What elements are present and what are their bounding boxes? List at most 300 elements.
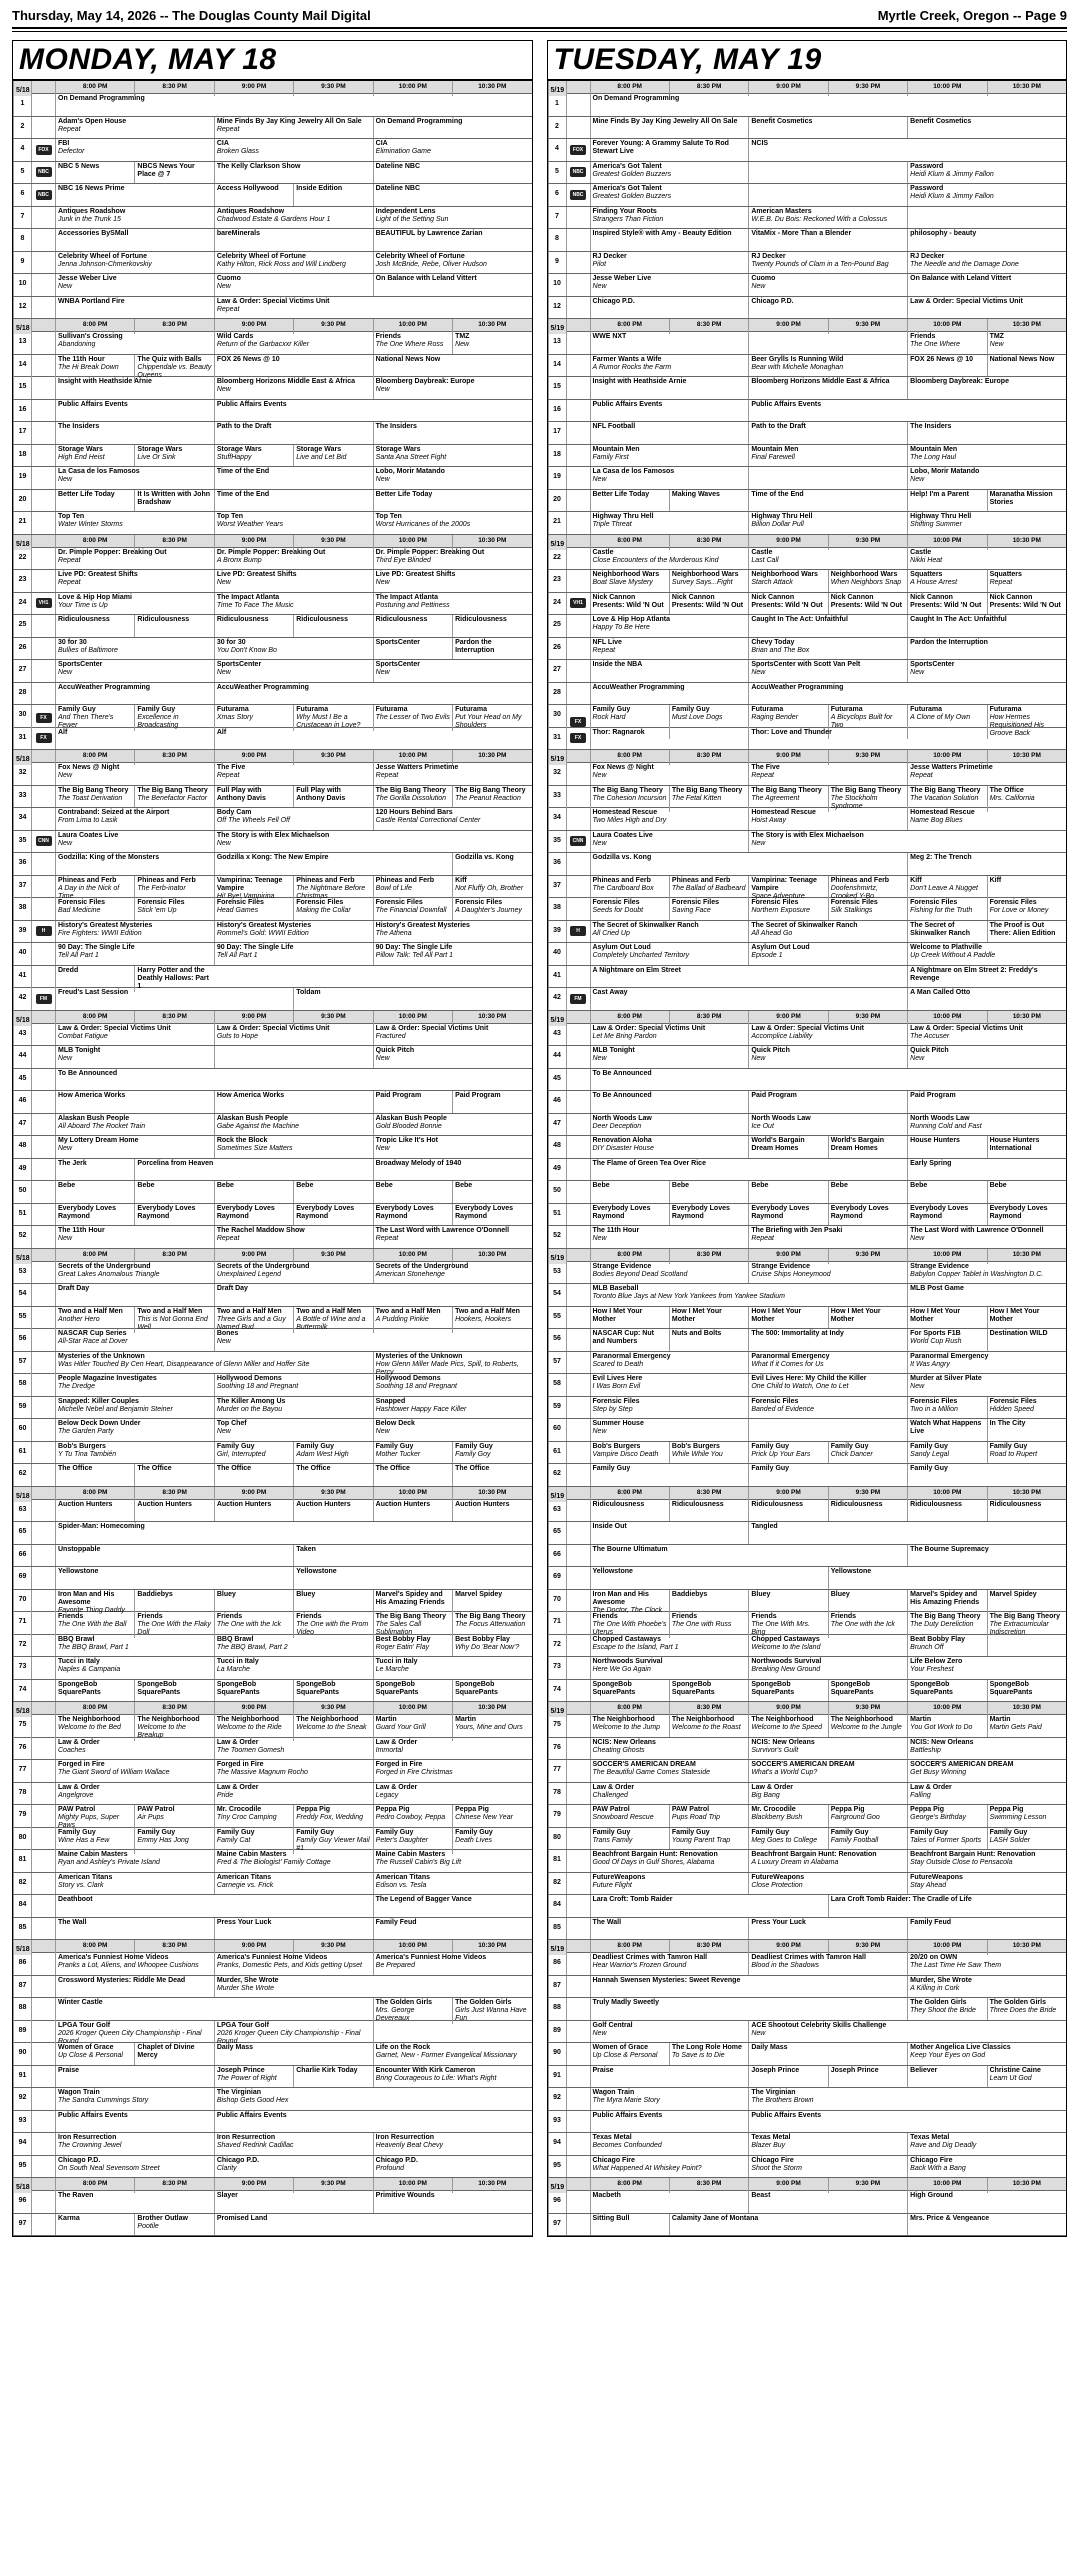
program-cell[interactable]	[55, 683, 214, 705]
program-cell[interactable]	[828, 1500, 907, 1522]
program-cell[interactable]	[748, 422, 907, 444]
program-cell[interactable]	[907, 355, 986, 377]
program-cell[interactable]	[55, 1953, 214, 1975]
program-cell[interactable]	[214, 570, 373, 592]
program-cell[interactable]	[907, 1976, 1066, 1998]
program-cell[interactable]	[987, 1442, 1066, 1464]
program-cell[interactable]	[907, 1284, 1066, 1306]
program-cell[interactable]	[748, 490, 907, 512]
program-cell[interactable]	[987, 1136, 1066, 1158]
program-cell[interactable]	[828, 1442, 907, 1464]
program-cell[interactable]	[748, 1136, 827, 1158]
program-cell[interactable]	[214, 274, 373, 296]
program-cell[interactable]	[590, 2043, 669, 2065]
program-cell[interactable]	[748, 593, 827, 615]
program-cell[interactable]	[293, 1181, 372, 1203]
program-cell[interactable]	[590, 1873, 749, 1895]
program-cell[interactable]	[669, 1181, 748, 1203]
program-cell[interactable]	[907, 1500, 986, 1522]
program-cell[interactable]	[907, 1204, 986, 1226]
program-cell[interactable]	[55, 1545, 293, 1567]
program-cell[interactable]	[214, 1397, 373, 1419]
program-cell[interactable]	[55, 1262, 214, 1284]
program-cell[interactable]	[748, 512, 907, 534]
program-cell[interactable]	[748, 660, 907, 682]
program-cell[interactable]	[214, 786, 293, 808]
program-cell[interactable]	[590, 139, 749, 161]
program-cell[interactable]	[55, 274, 214, 296]
program-cell[interactable]	[748, 1760, 907, 1782]
program-cell[interactable]	[452, 1464, 531, 1486]
program-cell[interactable]	[828, 1567, 1066, 1589]
program-cell[interactable]	[907, 763, 1066, 785]
program-cell[interactable]	[452, 898, 531, 920]
program-cell[interactable]	[907, 1680, 986, 1702]
program-cell[interactable]	[987, 490, 1066, 512]
program-cell[interactable]	[373, 207, 532, 229]
program-cell[interactable]	[590, 207, 749, 229]
program-cell[interactable]	[828, 898, 907, 920]
program-cell[interactable]	[907, 1738, 1066, 1760]
program-cell[interactable]	[452, 1442, 531, 1464]
program-cell[interactable]	[590, 1284, 908, 1306]
program-cell[interactable]	[590, 988, 908, 1010]
program-cell[interactable]	[907, 1397, 986, 1419]
program-cell[interactable]	[590, 1226, 749, 1248]
program-cell[interactable]	[214, 1760, 373, 1782]
program-cell[interactable]	[748, 445, 907, 467]
program-cell[interactable]	[748, 1850, 907, 1872]
program-cell[interactable]	[134, 1680, 213, 1702]
program-cell[interactable]	[590, 1374, 749, 1396]
program-cell[interactable]	[590, 638, 749, 660]
program-cell[interactable]	[55, 1760, 214, 1782]
program-cell[interactable]	[55, 2088, 214, 2110]
program-cell[interactable]	[293, 445, 372, 467]
program-cell[interactable]	[748, 207, 907, 229]
program-cell[interactable]	[214, 1136, 373, 1158]
program-cell[interactable]	[907, 1159, 1066, 1181]
program-cell[interactable]	[55, 1567, 293, 1589]
program-cell[interactable]	[748, 763, 907, 785]
program-cell[interactable]	[907, 1046, 1066, 1068]
program-cell[interactable]	[748, 1873, 907, 1895]
program-cell[interactable]	[293, 988, 531, 1010]
program-cell[interactable]	[590, 422, 749, 444]
program-cell[interactable]	[214, 467, 373, 489]
program-cell[interactable]	[748, 1307, 827, 1329]
program-cell[interactable]	[293, 1567, 531, 1589]
program-cell[interactable]	[748, 1500, 827, 1522]
program-cell[interactable]	[748, 1738, 907, 1760]
program-cell[interactable]	[590, 1329, 669, 1351]
program-cell[interactable]	[55, 207, 214, 229]
program-cell[interactable]	[907, 490, 986, 512]
program-cell[interactable]	[590, 1783, 749, 1805]
program-cell[interactable]	[907, 570, 986, 592]
program-cell[interactable]	[452, 1181, 531, 1203]
program-cell[interactable]	[748, 1918, 907, 1940]
program-cell[interactable]	[373, 467, 532, 489]
program-cell[interactable]	[987, 1828, 1066, 1850]
program-cell[interactable]	[55, 1046, 214, 1068]
program-cell[interactable]	[214, 1024, 373, 1046]
program-cell[interactable]	[373, 1226, 532, 1248]
program-cell[interactable]	[748, 467, 907, 489]
program-cell[interactable]	[590, 1352, 749, 1374]
program-cell[interactable]	[748, 274, 907, 296]
program-cell[interactable]	[590, 615, 749, 637]
program-cell[interactable]	[55, 512, 214, 534]
program-cell[interactable]	[907, 1805, 986, 1827]
program-cell[interactable]	[214, 1091, 373, 1113]
program-cell[interactable]	[748, 615, 907, 637]
program-cell[interactable]	[55, 332, 214, 354]
program-cell[interactable]	[590, 297, 749, 319]
program-cell[interactable]	[907, 593, 986, 615]
program-cell[interactable]	[907, 1657, 1066, 1679]
program-cell[interactable]	[748, 297, 907, 319]
program-cell[interactable]	[828, 2066, 907, 2088]
program-cell[interactable]	[748, 1374, 907, 1396]
program-cell[interactable]	[669, 1442, 748, 1464]
program-cell[interactable]	[828, 1895, 1066, 1917]
program-cell[interactable]	[590, 252, 749, 274]
program-cell[interactable]	[293, 1500, 372, 1522]
program-cell[interactable]	[214, 1442, 293, 1464]
program-cell[interactable]	[907, 1136, 986, 1158]
program-cell[interactable]	[134, 615, 213, 637]
program-cell[interactable]	[907, 512, 1066, 534]
program-cell[interactable]	[748, 1953, 907, 1975]
program-cell[interactable]	[55, 1397, 214, 1419]
program-cell[interactable]	[373, 1181, 452, 1203]
program-cell[interactable]	[55, 1500, 134, 1522]
program-cell[interactable]	[55, 921, 214, 943]
program-cell[interactable]	[590, 445, 749, 467]
program-cell[interactable]	[293, 1545, 531, 1567]
program-cell[interactable]	[828, 1805, 907, 1827]
program-cell[interactable]	[748, 1657, 907, 1679]
program-cell[interactable]	[452, 1635, 531, 1657]
program-cell[interactable]	[373, 117, 532, 139]
program-cell[interactable]	[907, 445, 1066, 467]
program-cell[interactable]	[214, 184, 293, 206]
program-cell[interactable]	[590, 1998, 908, 2020]
program-cell[interactable]	[907, 1307, 986, 1329]
program-cell[interactable]	[373, 898, 452, 920]
program-cell[interactable]	[55, 570, 214, 592]
program-cell[interactable]	[590, 1918, 749, 1940]
program-cell[interactable]	[987, 2066, 1066, 2088]
program-cell[interactable]	[748, 2066, 827, 2088]
program-cell[interactable]	[590, 1069, 1066, 1091]
program-cell[interactable]	[907, 966, 1066, 988]
program-cell[interactable]	[373, 615, 452, 637]
program-cell[interactable]	[987, 1329, 1066, 1351]
program-cell[interactable]	[907, 467, 1066, 489]
program-cell[interactable]	[907, 332, 986, 354]
program-cell[interactable]	[373, 1657, 532, 1679]
program-cell[interactable]	[590, 2111, 749, 2133]
program-cell[interactable]	[590, 1545, 908, 1567]
program-cell[interactable]	[907, 1024, 1066, 1046]
program-cell[interactable]	[452, 638, 531, 660]
program-cell[interactable]	[590, 355, 749, 377]
program-cell[interactable]	[373, 229, 532, 251]
program-cell[interactable]	[907, 1953, 1066, 1975]
program-cell[interactable]	[373, 252, 532, 274]
program-cell[interactable]	[373, 1953, 532, 1975]
program-cell[interactable]	[373, 1136, 532, 1158]
program-cell[interactable]	[669, 1715, 748, 1737]
program-cell[interactable]	[55, 2214, 134, 2236]
program-cell[interactable]	[907, 1828, 986, 1850]
program-cell[interactable]	[373, 1374, 532, 1396]
program-cell[interactable]	[55, 1159, 134, 1181]
program-cell[interactable]	[987, 1419, 1066, 1441]
program-cell[interactable]	[214, 422, 373, 444]
program-cell[interactable]	[214, 1500, 293, 1522]
program-cell[interactable]	[748, 1046, 907, 1068]
program-cell[interactable]	[55, 445, 134, 467]
program-cell[interactable]	[214, 593, 373, 615]
program-cell[interactable]	[134, 2043, 213, 2065]
program-cell[interactable]	[590, 831, 749, 853]
program-cell[interactable]	[828, 1828, 907, 1850]
program-cell[interactable]	[55, 1442, 214, 1464]
program-cell[interactable]	[373, 786, 452, 808]
program-cell[interactable]	[590, 1760, 749, 1782]
program-cell[interactable]	[134, 445, 213, 467]
program-cell[interactable]	[987, 921, 1066, 943]
program-cell[interactable]	[373, 1204, 452, 1226]
program-cell[interactable]	[55, 229, 214, 251]
program-cell[interactable]	[590, 593, 669, 615]
program-cell[interactable]	[55, 1522, 531, 1544]
program-cell[interactable]	[55, 1680, 134, 1702]
program-cell[interactable]	[907, 1850, 1066, 1872]
program-cell[interactable]	[828, 1307, 907, 1329]
program-cell[interactable]	[748, 1635, 907, 1657]
program-cell[interactable]	[590, 1657, 749, 1679]
program-cell[interactable]	[55, 377, 214, 399]
program-cell[interactable]	[748, 139, 1066, 161]
program-cell[interactable]	[55, 1181, 134, 1203]
program-cell[interactable]	[55, 1738, 214, 1760]
program-cell[interactable]	[748, 1204, 827, 1226]
program-cell[interactable]	[55, 1635, 214, 1657]
program-cell[interactable]	[214, 1374, 373, 1396]
program-cell[interactable]	[590, 332, 749, 354]
program-cell[interactable]	[590, 1262, 749, 1284]
program-cell[interactable]	[214, 297, 532, 319]
program-cell[interactable]	[590, 377, 749, 399]
program-cell[interactable]	[214, 377, 373, 399]
program-cell[interactable]	[214, 2043, 373, 2065]
program-cell[interactable]	[748, 898, 827, 920]
program-cell[interactable]	[748, 2021, 1066, 2043]
program-cell[interactable]	[452, 1091, 531, 1113]
program-cell[interactable]	[590, 966, 908, 988]
program-cell[interactable]	[373, 445, 532, 467]
program-cell[interactable]	[373, 1918, 532, 1940]
program-cell[interactable]	[373, 512, 532, 534]
program-cell[interactable]	[748, 1114, 907, 1136]
program-cell[interactable]	[748, 184, 907, 206]
program-cell[interactable]	[373, 570, 532, 592]
program-cell[interactable]	[214, 1680, 293, 1702]
program-cell[interactable]	[214, 1976, 532, 1998]
program-cell[interactable]	[590, 1136, 749, 1158]
program-cell[interactable]	[907, 921, 986, 943]
program-cell[interactable]	[55, 1204, 134, 1226]
program-cell[interactable]	[590, 512, 749, 534]
program-cell[interactable]	[214, 207, 373, 229]
program-cell[interactable]	[293, 898, 372, 920]
program-cell[interactable]	[214, 853, 452, 875]
program-cell[interactable]	[55, 763, 214, 785]
program-cell[interactable]	[373, 1114, 532, 1136]
program-cell[interactable]	[55, 1850, 214, 1872]
program-cell[interactable]	[373, 660, 532, 682]
program-cell[interactable]	[590, 1464, 749, 1486]
program-cell[interactable]	[828, 1204, 907, 1226]
program-cell[interactable]	[55, 1873, 214, 1895]
program-cell[interactable]	[214, 1635, 373, 1657]
program-cell[interactable]	[590, 1828, 669, 1850]
program-cell[interactable]	[214, 1918, 373, 1940]
program-cell[interactable]	[907, 1545, 1066, 1567]
program-cell[interactable]	[452, 1680, 531, 1702]
program-cell[interactable]	[55, 615, 134, 637]
program-cell[interactable]	[907, 808, 1066, 830]
program-cell[interactable]	[293, 1680, 372, 1702]
program-cell[interactable]	[748, 1783, 907, 1805]
program-cell[interactable]	[748, 1397, 907, 1419]
program-cell[interactable]	[748, 1419, 907, 1441]
program-cell[interactable]	[907, 1760, 1066, 1782]
program-cell[interactable]	[748, 117, 907, 139]
program-cell[interactable]	[590, 1442, 669, 1464]
program-cell[interactable]	[214, 1850, 373, 1872]
program-cell[interactable]	[748, 808, 907, 830]
program-cell[interactable]	[748, 162, 907, 184]
program-cell[interactable]	[907, 898, 986, 920]
program-cell[interactable]	[669, 1500, 748, 1522]
program-cell[interactable]	[748, 2133, 907, 2155]
program-cell[interactable]	[590, 921, 749, 943]
program-cell[interactable]	[590, 1114, 749, 1136]
program-cell[interactable]	[214, 490, 373, 512]
program-cell[interactable]	[55, 593, 214, 615]
program-cell[interactable]	[134, 786, 213, 808]
program-cell[interactable]	[907, 1419, 986, 1441]
program-cell[interactable]	[55, 297, 214, 319]
program-cell[interactable]	[748, 638, 907, 660]
program-cell[interactable]	[748, 831, 1066, 853]
program-cell[interactable]	[590, 548, 749, 570]
program-cell[interactable]	[214, 728, 532, 750]
program-cell[interactable]	[55, 467, 214, 489]
program-cell[interactable]	[669, 1828, 748, 1850]
program-cell[interactable]	[214, 252, 373, 274]
program-cell[interactable]	[907, 2191, 1066, 2213]
program-cell[interactable]	[214, 1464, 293, 1486]
program-cell[interactable]	[134, 1204, 213, 1226]
program-cell[interactable]	[748, 2088, 1066, 2110]
program-cell[interactable]	[214, 139, 373, 161]
program-cell[interactable]	[669, 1805, 748, 1827]
program-cell[interactable]	[828, 1680, 907, 1702]
program-cell[interactable]	[55, 638, 214, 660]
program-cell[interactable]	[55, 1783, 214, 1805]
program-cell[interactable]	[55, 2066, 214, 2088]
program-cell[interactable]	[590, 1419, 749, 1441]
program-cell[interactable]	[590, 1397, 749, 1419]
program-cell[interactable]	[373, 921, 532, 943]
program-cell[interactable]	[55, 988, 293, 1010]
program-cell[interactable]	[373, 274, 532, 296]
program-cell[interactable]	[907, 117, 1066, 139]
program-cell[interactable]	[669, 898, 748, 920]
program-cell[interactable]	[373, 1091, 452, 1113]
program-cell[interactable]	[987, 1500, 1066, 1522]
program-cell[interactable]	[55, 1226, 214, 1248]
program-cell[interactable]	[373, 1760, 532, 1782]
program-cell[interactable]	[987, 1680, 1066, 1702]
program-cell[interactable]	[590, 490, 669, 512]
program-cell[interactable]	[134, 898, 213, 920]
program-cell[interactable]	[373, 162, 532, 184]
program-cell[interactable]	[748, 1262, 907, 1284]
program-cell[interactable]	[373, 1262, 532, 1284]
program-cell[interactable]	[669, 570, 748, 592]
program-cell[interactable]	[214, 1114, 373, 1136]
program-cell[interactable]	[590, 2088, 749, 2110]
program-cell[interactable]	[828, 1715, 907, 1737]
program-cell[interactable]	[55, 853, 214, 875]
program-cell[interactable]	[293, 615, 372, 637]
program-cell[interactable]	[55, 1419, 214, 1441]
program-cell[interactable]	[293, 2066, 372, 2088]
program-cell[interactable]	[748, 332, 907, 354]
program-cell[interactable]	[748, 400, 1066, 422]
program-cell[interactable]	[55, 252, 214, 274]
program-cell[interactable]	[987, 570, 1066, 592]
program-cell[interactable]	[373, 1024, 532, 1046]
program-cell[interactable]	[748, 921, 907, 943]
program-cell[interactable]	[55, 1895, 373, 1917]
program-cell[interactable]	[134, 490, 213, 512]
program-cell[interactable]	[907, 1715, 986, 1737]
program-cell[interactable]	[907, 1114, 1066, 1136]
program-cell[interactable]	[55, 1114, 214, 1136]
program-cell[interactable]	[748, 2191, 907, 2213]
program-cell[interactable]	[55, 1918, 214, 1940]
program-cell[interactable]	[748, 377, 907, 399]
program-cell[interactable]	[214, 1284, 532, 1306]
program-cell[interactable]	[590, 943, 749, 965]
program-cell[interactable]	[452, 1500, 531, 1522]
program-cell[interactable]	[55, 660, 214, 682]
program-cell[interactable]	[590, 1024, 749, 1046]
program-cell[interactable]	[590, 1738, 749, 1760]
program-cell[interactable]	[590, 2021, 749, 2043]
program-cell[interactable]	[590, 1091, 749, 1113]
program-cell[interactable]	[907, 853, 1066, 875]
program-cell[interactable]	[373, 1500, 452, 1522]
